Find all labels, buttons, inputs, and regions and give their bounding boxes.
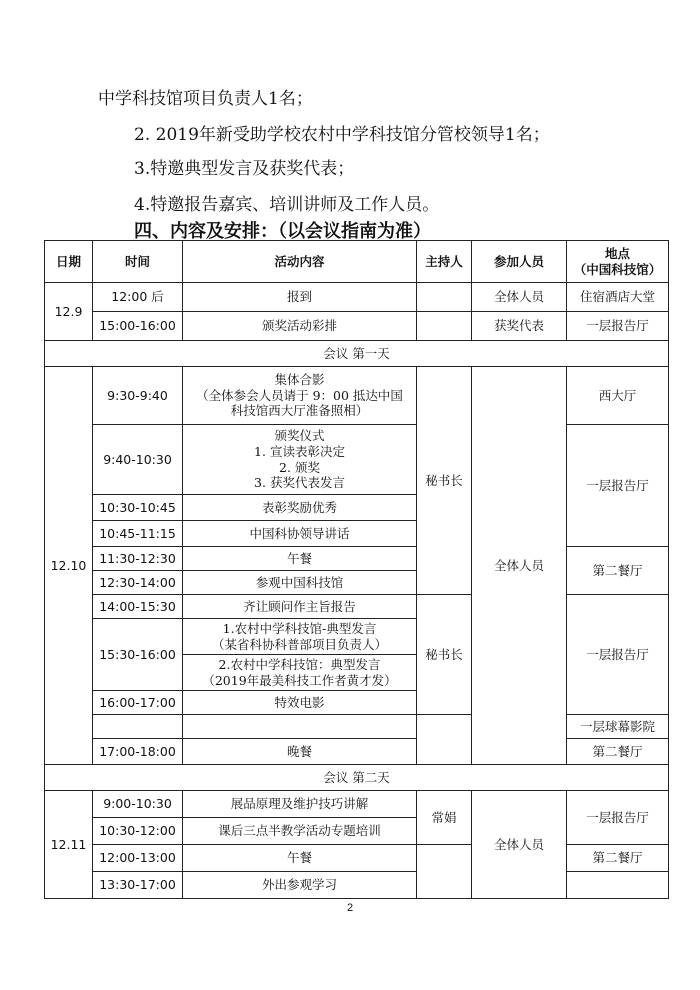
- host-cell: [417, 312, 472, 341]
- schedule-table: [44, 240, 669, 899]
- speech-line: 1.农村中学科技馆-典型发言: [222, 620, 377, 636]
- location-cell: 一层报告厅: [567, 312, 669, 341]
- activity-cell: [183, 715, 417, 739]
- location-cell: 一层报告厅: [567, 791, 669, 845]
- table-row: [45, 595, 669, 619]
- activity-cell: 报到: [183, 283, 417, 312]
- date-cell: 12.9: [45, 283, 93, 341]
- activity-cell: 午餐: [183, 845, 417, 872]
- day-2-title: 会议 第二天: [45, 765, 669, 791]
- participants-cell: 获奖代表: [472, 312, 567, 341]
- activity-cell: 特效电影: [183, 691, 417, 715]
- table-row: [45, 547, 669, 571]
- activity-cell: 表彰奖励优秀: [183, 495, 417, 521]
- photo-note-line: 科技馆西大厅准备照相）: [230, 403, 369, 419]
- time-cell: 15:30-16:00: [93, 619, 183, 691]
- table-row: [45, 739, 669, 765]
- header-host: 主持人: [417, 241, 472, 283]
- activity-cell: 展品原理及维护技巧讲解: [183, 791, 417, 818]
- time-cell: 16:00-17:00: [93, 691, 183, 715]
- header-date: 日期: [45, 241, 93, 283]
- activity-cell: 晚餐: [183, 739, 417, 765]
- speech-line: 2.农村中学科技馆：典型发言: [218, 656, 381, 672]
- paragraph-4: 4.特邀报告嘉宾、培训讲师及工作人员。: [134, 195, 440, 215]
- time-cell: 12:00 后: [93, 283, 183, 312]
- host-cell: [417, 715, 472, 765]
- date-cell: 12.10: [45, 367, 93, 765]
- award-item: 3. 获奖代表发言: [254, 475, 345, 491]
- paragraph-1: 中学科技馆项目负责人1名；: [98, 89, 313, 109]
- time-cell: 10:30-10:45: [93, 495, 183, 521]
- time-cell: 11:30-12:30: [93, 547, 183, 571]
- time-cell: 13:30-17:00: [93, 872, 183, 899]
- location-cell: 一层球幕影院: [567, 715, 669, 739]
- table-row: [45, 425, 669, 495]
- activity-cell: [183, 425, 417, 495]
- time-cell: 15:00-16:00: [93, 312, 183, 341]
- paragraph-2: 2. 2019年新受助学校农村中学科技馆分管校领导1名；: [134, 125, 550, 145]
- location-cell: 一层报告厅: [567, 595, 669, 715]
- speech-line: （2019年最美科技工作者黄才发）: [202, 672, 397, 688]
- header-participants: 参加人员: [472, 241, 567, 283]
- host-cell: 秘书长: [417, 595, 472, 715]
- time-cell: [93, 715, 183, 739]
- host-cell: 秘书长: [417, 367, 472, 595]
- page-number: 2: [346, 902, 354, 914]
- table-header-row: [45, 241, 669, 283]
- header-activity: 活动内容: [183, 241, 417, 283]
- table-row: [45, 367, 669, 425]
- award-item: 1. 宣读表彰决定: [254, 443, 345, 459]
- participants-cell: 全体人员: [472, 791, 567, 899]
- photo-title: 集体合影: [274, 372, 325, 388]
- activity-cell: [183, 367, 417, 425]
- section-heading: 四、内容及安排：（以会议指南为准）: [134, 221, 431, 242]
- table-row: [45, 715, 669, 739]
- photo-note-line: （全体参会人员请于 9：00 抵达中国: [196, 387, 403, 403]
- time-cell: 14:00-15:30: [93, 595, 183, 619]
- time-cell: 12:30-14:00: [93, 571, 183, 595]
- participants-cell: 全体人员: [472, 283, 567, 312]
- date-cell: 12.11: [45, 791, 93, 899]
- table-row: [45, 845, 669, 872]
- table-row: [45, 283, 669, 312]
- table-row: [45, 312, 669, 341]
- activity-cell: 课后三点半教学活动专题培训: [183, 818, 417, 845]
- location-cell: 住宿酒店大堂: [567, 283, 669, 312]
- activity-cell: 外出参观学习: [183, 872, 417, 899]
- header-location-label: 地点: [604, 245, 630, 261]
- location-cell: [567, 872, 669, 899]
- award-title: 颁奖仪式: [274, 428, 325, 444]
- table-row: [45, 791, 669, 818]
- time-cell: 12:00-13:00: [93, 845, 183, 872]
- award-item: 2. 颁奖: [279, 459, 320, 475]
- day-1-title: 会议 第一天: [45, 341, 669, 367]
- location-cell: 第二餐厅: [567, 547, 669, 595]
- host-cell: [417, 845, 472, 899]
- activity-cell: [183, 655, 417, 691]
- activity-cell: 齐让顾问作主旨报告: [183, 595, 417, 619]
- location-cell: 第二餐厅: [567, 739, 669, 765]
- header-time: 时间: [93, 241, 183, 283]
- day-title-row: [45, 341, 669, 367]
- time-cell: 17:00-18:00: [93, 739, 183, 765]
- day-title-row: [45, 765, 669, 791]
- time-cell: 9:00-10:30: [93, 791, 183, 818]
- activity-cell: 中国科协领导讲话: [183, 521, 417, 547]
- header-location-sub: （中国科技馆）: [573, 261, 662, 277]
- table-row: [45, 872, 669, 899]
- activity-cell: 颁奖活动彩排: [183, 312, 417, 341]
- participants-cell: 全体人员: [472, 367, 567, 765]
- activity-cell: 参观中国科技馆: [183, 571, 417, 595]
- activity-cell: [183, 619, 417, 655]
- paragraph-3: 3.特邀典型发言及获奖代表；: [134, 159, 355, 179]
- host-cell: [417, 283, 472, 312]
- location-cell: 第二餐厅: [567, 845, 669, 872]
- location-cell: 西大厅: [567, 367, 669, 425]
- time-cell: 10:45-11:15: [93, 521, 183, 547]
- header-location: [567, 241, 669, 283]
- time-cell: 9:40-10:30: [93, 425, 183, 495]
- time-cell: 9:30-9:40: [93, 367, 183, 425]
- speech-line: （某省科协科普部项目负责人）: [211, 636, 387, 652]
- location-cell: 一层报告厅: [567, 425, 669, 547]
- activity-cell: 午餐: [183, 547, 417, 571]
- host-cell: 常娟: [417, 791, 472, 845]
- time-cell: 10:30-12:00: [93, 818, 183, 845]
